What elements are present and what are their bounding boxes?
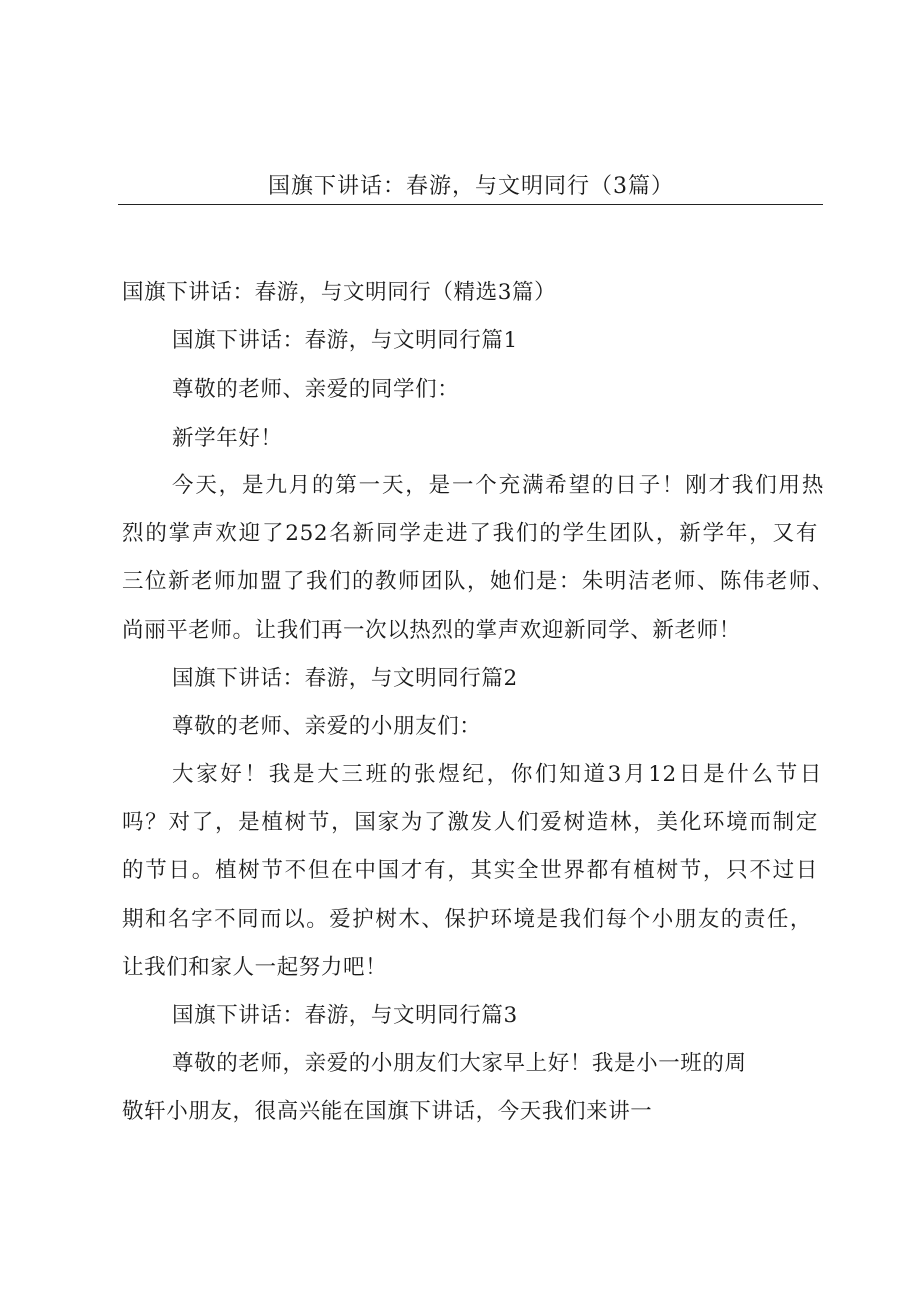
section-heading-2: 国旗下讲话：春游，与文明同行篇2	[172, 666, 518, 691]
section-heading-3: 国旗下讲话：春游，与文明同行篇3	[172, 1003, 518, 1028]
greeting-line: 尊敬的老师、亲爱的同学们：	[172, 377, 460, 402]
body-line: 让我们和家人一起努力吧！	[122, 955, 388, 980]
document-title: 国旗下讲话：春游，与文明同行（3篇）	[268, 174, 674, 199]
section-heading-1: 国旗下讲话：春游，与文明同行篇1	[172, 328, 518, 353]
body-line: 大家好！我是大三班的张煜纪，你们知道3月12日是什么节日	[172, 762, 822, 787]
body-line: 尊敬的老师，亲爱的小朋友们大家早上好！我是小一班的周	[172, 1051, 747, 1076]
body-line: 尚丽平老师。让我们再一次以热烈的掌声欢迎新同学、新老师！	[122, 618, 741, 643]
title-underline	[118, 204, 823, 205]
body-line: 新学年好！	[172, 426, 283, 451]
body-line: 吗？对了，是植树节，国家为了激发人们爱树造林，美化环境而制定	[122, 810, 818, 835]
body-line: 敬轩小朋友，很高兴能在国旗下讲话，今天我们来讲一	[122, 1099, 653, 1124]
body-line: 烈的掌声欢迎了252名新同学走进了我们的学生团队，新学年，又有	[122, 521, 818, 546]
body-line: 今天，是九月的第一天，是一个充满希望的日子！刚才我们用热	[172, 473, 824, 498]
body-line: 的节日。植树节不但在中国才有，其实全世界都有植树节，只不过日	[122, 858, 818, 883]
body-line: 三位新老师加盟了我们的教师团队，她们是：朱明洁老师、陈伟老师、	[122, 569, 834, 594]
greeting-line: 尊敬的老师、亲爱的小朋友们：	[172, 714, 482, 739]
body-line: 期和名字不同而以。爱护树木、保护环境是我们每个小朋友的责任，	[122, 907, 812, 932]
subtitle-line: 国旗下讲话：春游，与文明同行（精选3篇）	[122, 280, 557, 305]
